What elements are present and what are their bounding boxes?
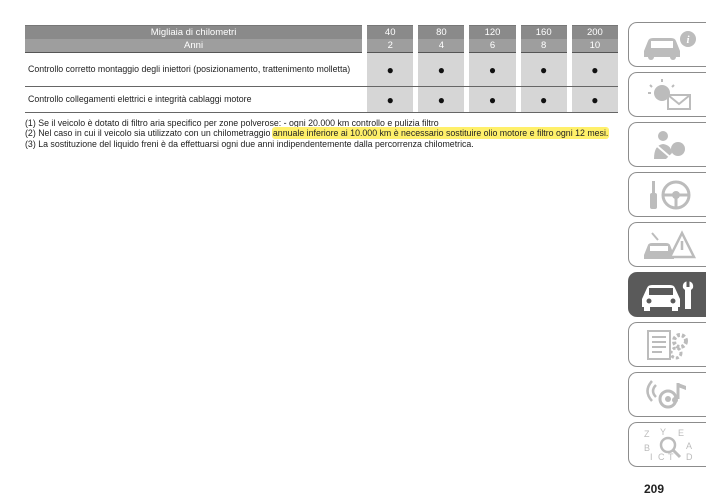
check-mark: ●: [521, 87, 567, 113]
svg-text:B: B: [643, 442, 650, 453]
km-value: 80: [418, 25, 464, 39]
footnote-1: (1) Se il veicolo è dotato di filtro aria specifico per zone polverose: - ogni 20.000 km controllo e pulizia filtro: [25, 118, 439, 128]
year-value: 2: [367, 39, 413, 53]
page-number: 209: [644, 482, 665, 496]
multimedia-icon: [638, 377, 698, 413]
svg-text:E: E: [677, 427, 684, 438]
row-label: Controllo collegamenti elettrici e integrità cablaggi motore: [25, 87, 362, 113]
footnotes: [25, 118, 625, 149]
table-row: [25, 87, 618, 113]
km-header-label: Migliaia di chilometri: [25, 25, 362, 39]
footnote-2-text: (2) Nel caso in cui il veicolo sia utilizzato con un chilometraggio: [25, 128, 273, 139]
tab-technical-data[interactable]: [628, 322, 706, 367]
km-value: 200: [572, 25, 618, 39]
year-value: 6: [469, 39, 515, 53]
row-label: Controllo corretto montaggio degli iniettori (posizionamento, trattenimento molletta): [25, 53, 362, 87]
check-mark: ●: [572, 53, 618, 87]
years-header-label: Anni: [25, 39, 362, 53]
tab-index[interactable]: [628, 422, 706, 467]
technical-data-icon: [638, 327, 698, 363]
table-row: [25, 53, 618, 87]
km-header-row: [25, 25, 618, 39]
dashboard-lights-icon: [638, 77, 698, 113]
car-info-icon: [638, 27, 698, 63]
km-value: 160: [521, 25, 567, 39]
svg-text:i: i: [685, 33, 690, 46]
year-value: 10: [572, 39, 618, 53]
emergency-triangle-icon: [638, 227, 698, 263]
footnote-2: [25, 128, 625, 138]
highlighted-text: annuale inferiore ai 10.000 km è necessario sostituire olio motore e filtro ogni 12 mesi.: [272, 128, 609, 139]
tab-knowing-the-car[interactable]: [628, 22, 706, 67]
tab-warning-lights[interactable]: [628, 72, 706, 117]
tab-servicing-care[interactable]: [628, 272, 706, 317]
km-value: 120: [469, 25, 515, 39]
check-mark: ●: [418, 53, 464, 87]
check-mark: ●: [521, 53, 567, 87]
alphabetical-index-icon: [638, 427, 698, 463]
year-value: 8: [521, 39, 567, 53]
km-value: 40: [367, 25, 413, 39]
svg-text:Z: Z: [643, 428, 649, 439]
tab-multimedia[interactable]: [628, 372, 706, 417]
check-mark: ●: [367, 87, 413, 113]
check-mark: ●: [418, 87, 464, 113]
years-header-row: [25, 39, 618, 53]
tab-starting-driving[interactable]: [628, 172, 706, 217]
svg-text:D: D: [685, 451, 692, 462]
maintenance-schedule-table: [25, 25, 618, 113]
airbag-safety-icon: [638, 127, 698, 163]
year-value: 4: [418, 39, 464, 53]
check-mark: ●: [469, 87, 515, 113]
key-steering-wheel-icon: [638, 177, 698, 213]
svg-text:Y: Y: [659, 426, 666, 437]
footnote-3: (3) La sostituzione del liquido freni è da effettuarsi ogni due anni indipendentemente dalla percorrenza chilometrica.: [25, 138, 474, 149]
tab-emergencies[interactable]: [628, 222, 706, 267]
svg-text:C: C: [657, 451, 664, 462]
svg-text:I: I: [649, 451, 653, 462]
car-wrench-icon: [638, 277, 698, 313]
check-mark: ●: [572, 87, 618, 113]
svg-text:A: A: [685, 440, 692, 451]
check-mark: ●: [469, 53, 515, 87]
tab-safety[interactable]: [628, 122, 706, 167]
svg-text:T: T: [667, 451, 673, 462]
check-mark: ●: [367, 53, 413, 87]
